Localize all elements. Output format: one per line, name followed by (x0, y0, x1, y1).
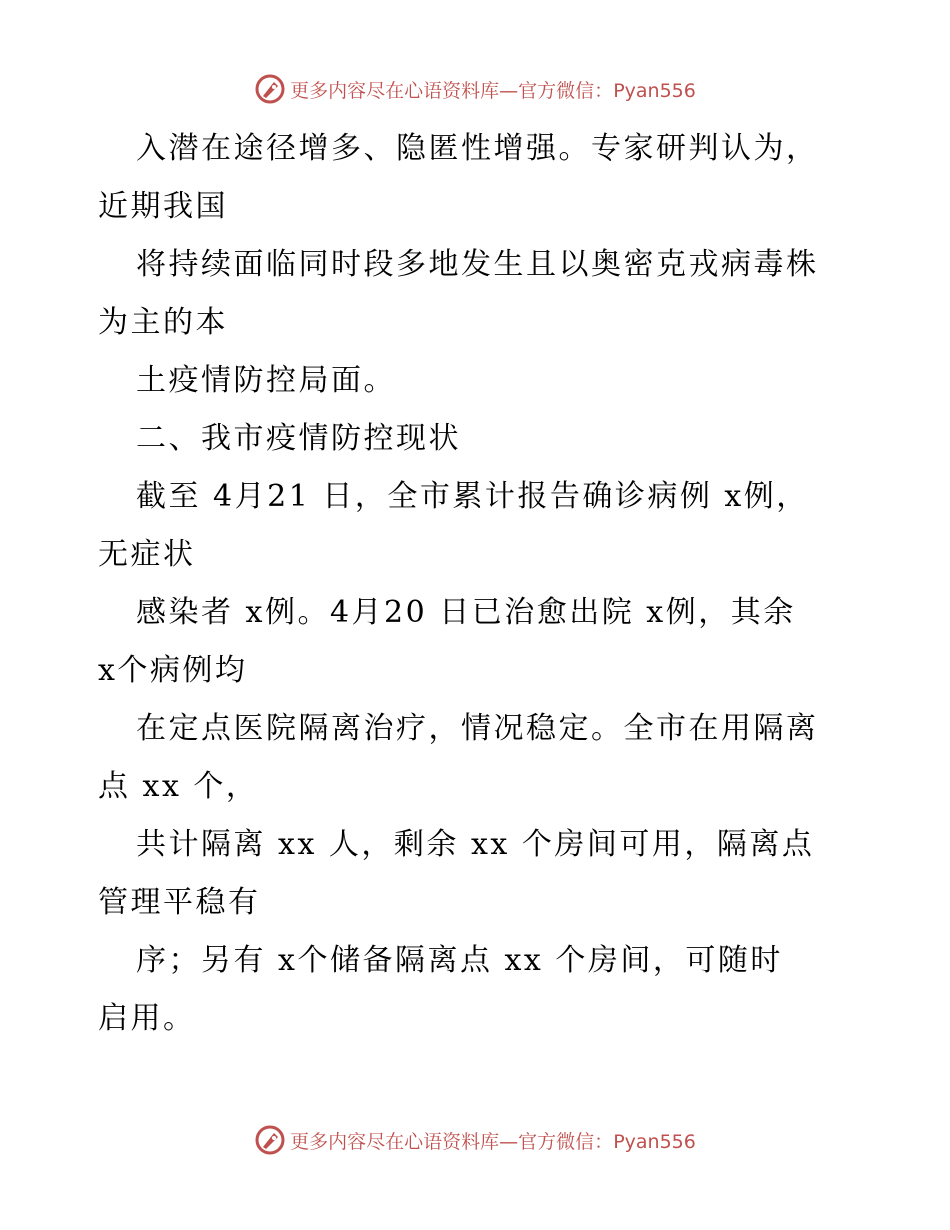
body-line: 为主的本 (98, 305, 228, 340)
body-line: 无症状 (98, 537, 196, 572)
header-watermark (0, 72, 950, 106)
body-line: 截至 4月21 日，全市累计报告确诊病例 x例， (136, 479, 809, 514)
watermark-main-text: 更多内容尽在心语资料库 (290, 79, 500, 102)
body-line: 序；另有 x个储备隔离点 xx 个房间，可随时 (136, 943, 783, 978)
watermark-separator: — (499, 1130, 519, 1153)
body-line: 在定点医院隔离治疗，情况稳定。全市在用隔离 (136, 711, 819, 746)
body-line: 将持续面临同时段多地发生且以奥密克戎病毒株 (136, 247, 819, 282)
body-line: 入潜在途径增多、隐匿性增强。专家研判认为， (136, 131, 819, 166)
watermark-main-text: 更多内容尽在心语资料库 (290, 1130, 500, 1153)
body-line: 共计隔离 xx 人，剩余 xx 个房间可用，隔离点 (136, 827, 815, 862)
watermark-wechat-id: Pyan556 (613, 79, 696, 102)
watermark-wechat-id: Pyan556 (613, 1130, 696, 1153)
footer-watermark (0, 1123, 950, 1157)
watermark-wechat-label: 官方微信： (518, 1130, 614, 1153)
body-line: 点 xx 个， (98, 769, 259, 804)
section-heading: 二、我市疫情防控现状 (136, 421, 461, 456)
body-line: 启用。 (98, 1001, 196, 1036)
body-line: 近期我国 (98, 189, 228, 224)
body-line: 管理平稳有 (98, 885, 261, 920)
pen-nib-logo-icon (254, 1124, 286, 1156)
document-body (98, 120, 858, 1048)
watermark-wechat-label: 官方微信： (518, 79, 614, 102)
watermark-separator: — (499, 79, 519, 102)
body-line: 感染者 x例。4月20 日已治愈出院 x例，其余 (136, 595, 796, 630)
body-line: 土疫情防控局面。 (136, 363, 396, 398)
body-line: x个病例均 (98, 653, 248, 688)
pen-nib-logo-icon (254, 73, 286, 105)
